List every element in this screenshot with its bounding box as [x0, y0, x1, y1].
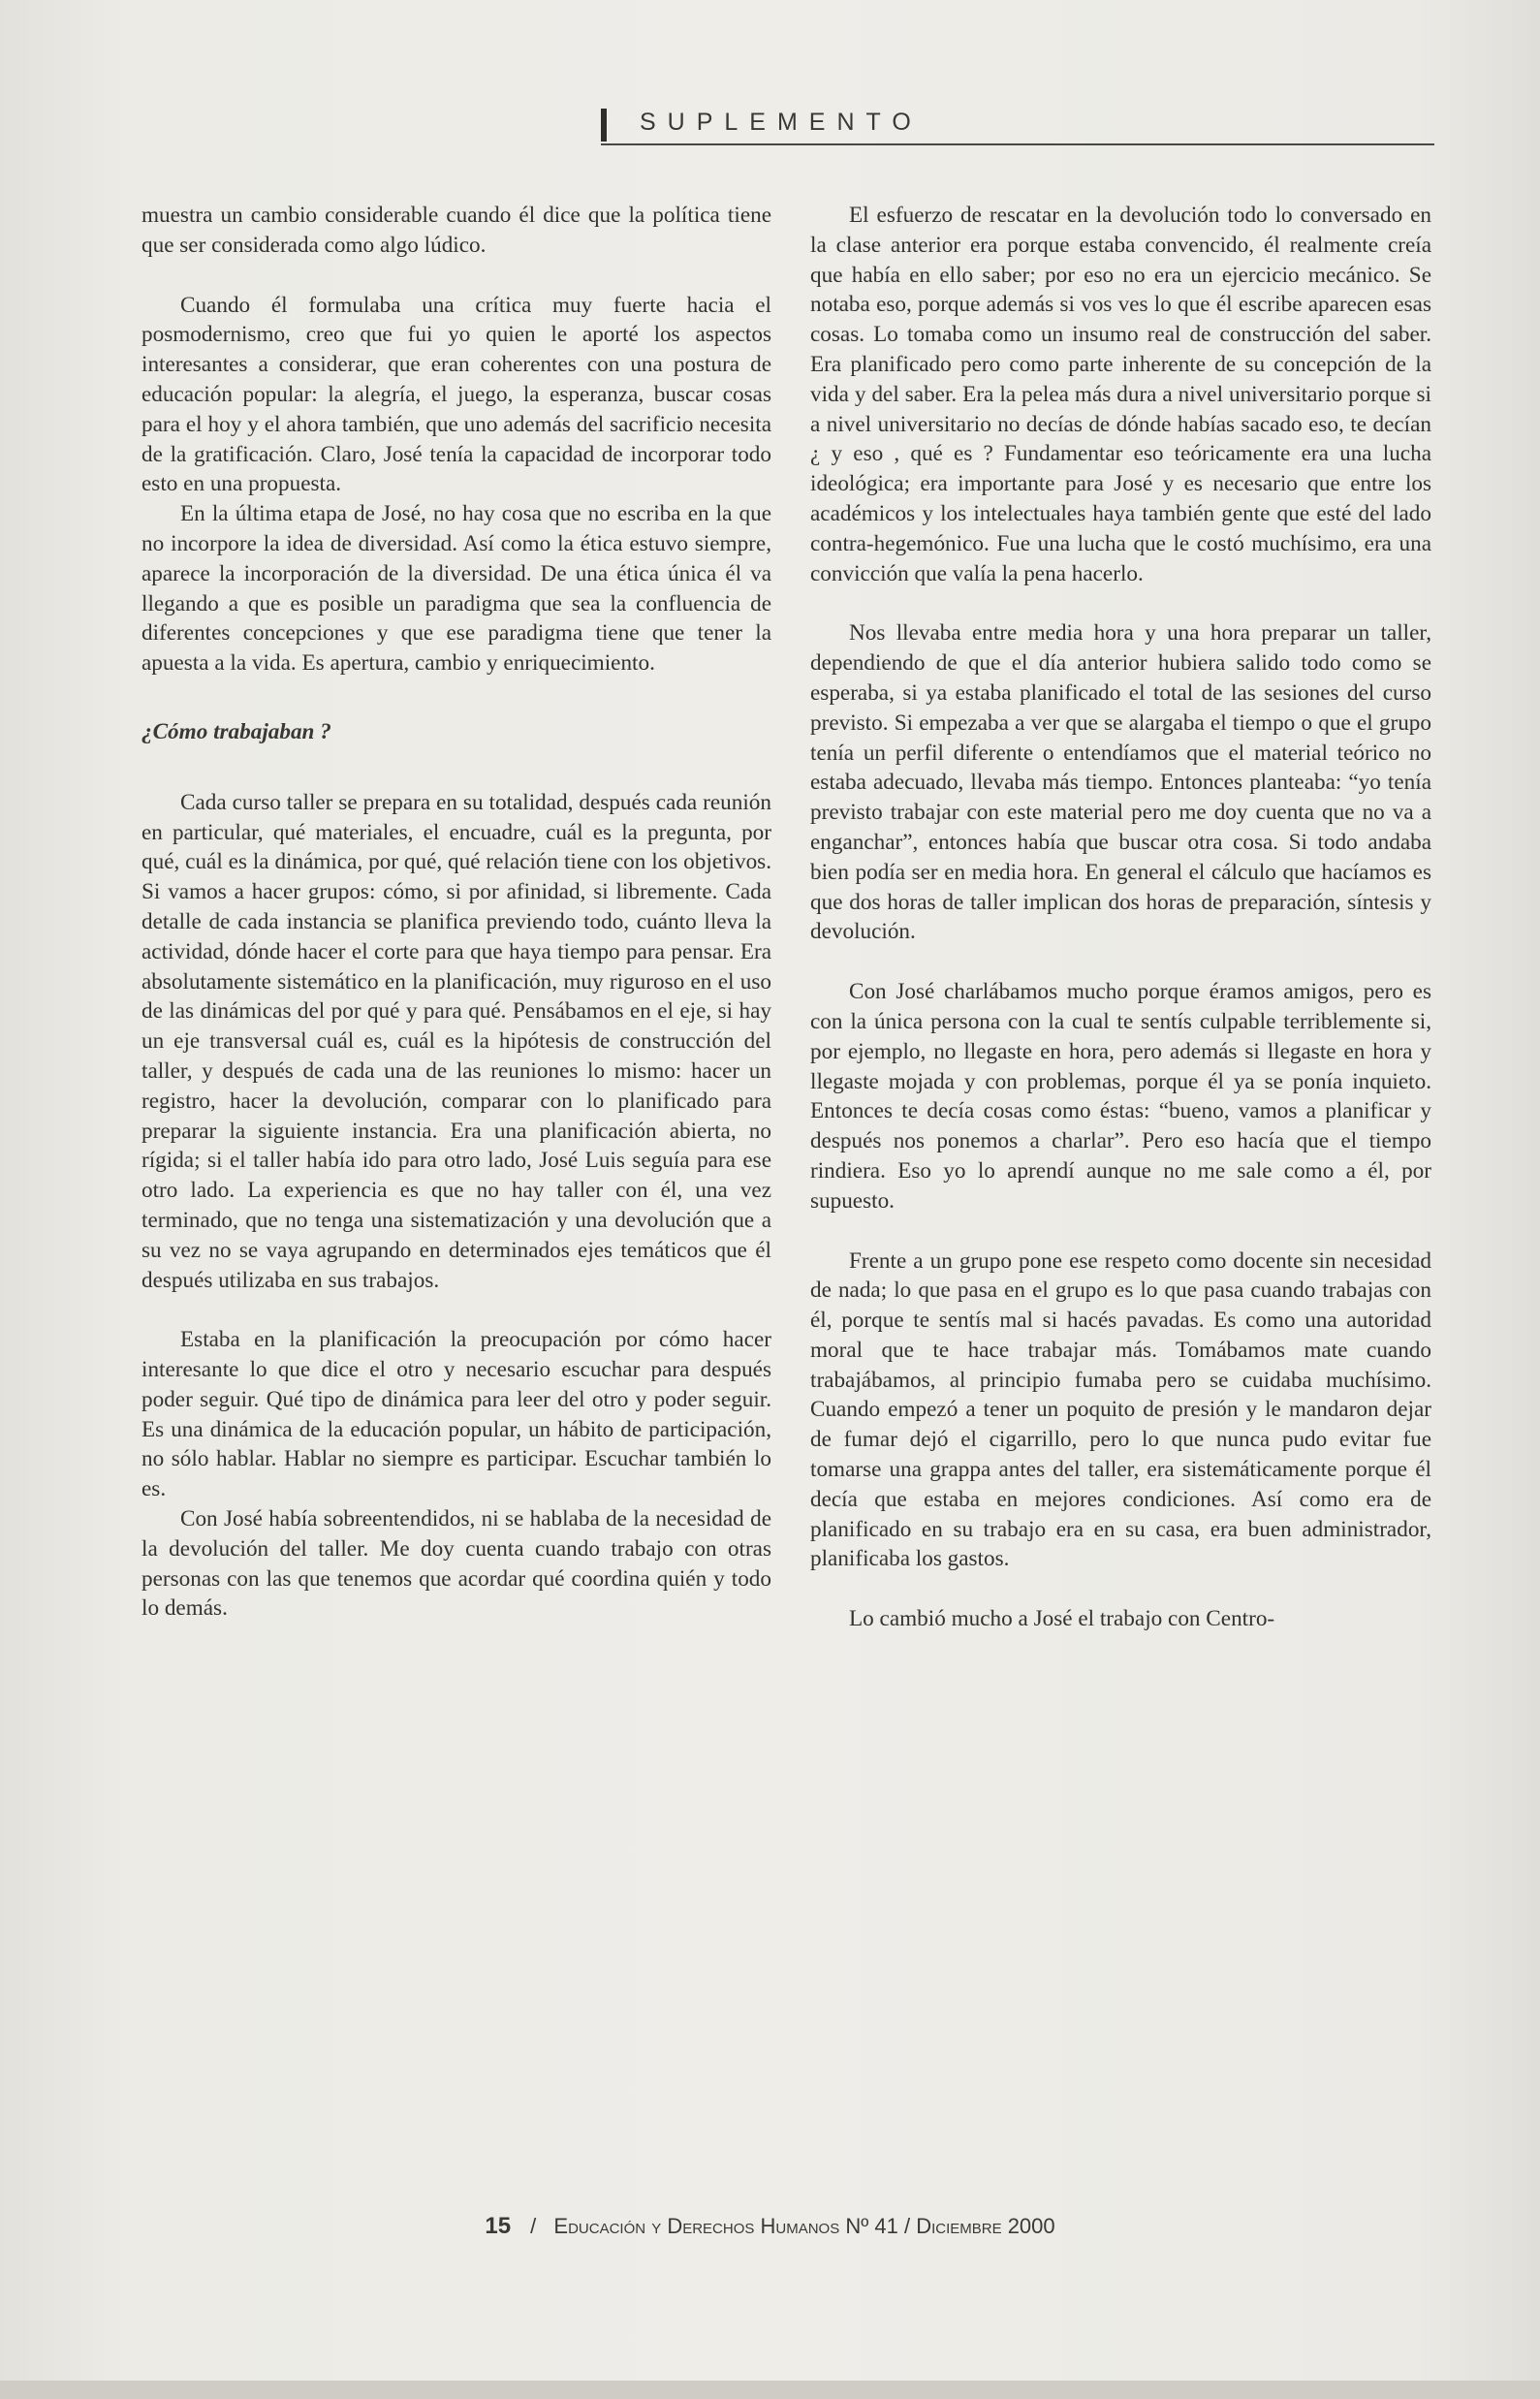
section-heading: ¿Cómo trabajaban ? — [141, 718, 331, 744]
running-header — [601, 105, 1434, 145]
paragraph: Cuando él formulaba una crítica muy fuerte hacia el posmodernismo, creo que fui yo quien le aporté los aspectos interesantes a considerar, que eran coherentes con una postura de educación popular: la alegría, el juego, la esperanza, buscar cosas para el hoy y el ahora también, que uno además del sacrificio necesita de la gratificación. Claro, José tenía la capacidad de incorporar todo esto en una propuesta. — [141, 292, 771, 497]
right-column — [810, 201, 1431, 1634]
left-column — [141, 201, 771, 1624]
page-number: 15 — [485, 2213, 512, 2239]
section-title: SUPLEMENTO — [640, 109, 923, 136]
paragraph: Lo cambió mucho a José el trabajo con Centro- — [849, 1606, 1275, 1632]
paragraph: En la última etapa de José, no hay cosa que no escriba en la que no incorpore la idea de diversidad. Así como la ética estuvo siempre, aparece la incorporación de la diversidad. De una ética única él va llegando a que es posible un paradigma que sea la confluencia de diferentes concepciones y que ese paradigma tiene que tener la apuesta a la vida. Es apertura, cambio y enriquecimiento. — [141, 501, 771, 677]
page-footer — [0, 2213, 1540, 2240]
paragraph: Nos llevaba entre media hora y una hora preparar un taller, dependiendo de que el día anterior hubiera salido todo como se esperaba, si ya estaba planificado el total de las sesiones del curso previsto. Si empezaba a ver que se alargaba el tiempo o que el grupo tenía un perfil diferente o entendíamos que el material teórico no estaba adecuado, llevaba más tiempo. Entonces planteaba: “yo tenía previsto trabajar con este material pero me doy cuenta que no va a enganchar”, entonces había que buscar otra cosa. Si todo andaba bien podía ser en media hora. En general el cálculo que hacíamos es que dos horas de taller implican dos horas de preparación, síntesis y devolución. — [810, 620, 1431, 945]
paragraph: El esfuerzo de rescatar en la devolución todo lo conversado en la clase anterior era porque estaba convencido, él realmente creía que había en ello saber; por eso no era un ejercicio mecánico. Se notaba eso, porque además si vos ves lo que él escribe aparecen esas cosas. Lo tomaba como un insumo real de construcción del saber. Era planificado pero como parte inherente de su concepción de la vida y del saber. Era la pelea más dura a nivel universitario porque si a nivel universitario no decías de dónde habías sacado eso, te decían ¿ y eso , qué es ? Fundamentar eso teóricamente era una lucha ideológica; era importante para José y es necesario que entre los académicos y los intelectuales haya también gente que esté del lado contra-hegemónico. Fue una lucha que le costó muchísimo, era una convicción que valía la pena hacerlo. — [810, 203, 1431, 586]
paragraph: Con José había sobreentendidos, ni se hablaba de la necesidad de la devolución del taller. Me doy cuenta cuando trabajo con otras personas con las que tenemos que acordar qué coordina quién y todo lo demás. — [141, 1506, 771, 1622]
header-rule-mark — [601, 109, 607, 142]
paragraph: Frente a un grupo pone ese respeto como docente sin necesidad de nada; lo que pasa en el grupo es lo que pasa cuando trabajas con él, porque te sentís mal si hacés pavadas. Es como una autoridad moral que te hace trabajar más. Tomábamos mate cuando trabajábamos, al principio fumaba pero se cuidaba muchísimo. Cuando empezó a tener un poquito de presión y le mandaron dejar de fumar dejó el cigarrillo, pero lo que nunca pudo evitar fue tomarse una grappa antes del taller, era sistemáticamente porque él decía que estaba en mejores condiciones. Así como era de planificado en su trabajo era en su casa, era buen administrador, planificaba los gastos. — [810, 1247, 1431, 1572]
footer-separator: / — [530, 2214, 537, 2238]
paragraph: muestra un cambio considerable cuando él dice que la política tiene que ser considerada como algo lúdico. — [141, 203, 771, 258]
paragraph: Estaba en la planificación la preocupación por cómo hacer interesante lo que dice el otro y necesario escuchar para después poder seguir. Qué tipo de dinámica para leer del otro y poder seguir. Es una dinámica de la educación popular, un hábito de participación, no sólo hablar. Hablar no siempre es participar. Escuchar también lo es. — [141, 1327, 771, 1502]
publication-info: Educación y Derechos Humanos Nº 41 / Diciembre 2000 — [553, 2214, 1055, 2238]
page-bottom-edge — [0, 2381, 1540, 2399]
paragraph: Cada curso taller se prepara en su totalidad, después cada reunión en particular, qué materiales, el encuadre, cuál es la pregunta, por qué, cuál es la dinámica, por qué, qué relación tiene con los objetivos. Si vamos a hacer grupos: cómo, si por afinidad, si libremente. Cada detalle de cada instancia se planifica previendo todo, cuánto lleva la actividad, dónde hacer el corte para que haya tiempo para pensar. Era absolutamente sistemático en la planificación, muy riguroso en el uso de las dinámicas del por qué y para qué. Pensábamos en el eje, si hay un eje transversal cuál es, cuál es la hipótesis de construcción del taller, y después de cada una de las reuniones lo mismo: hacer un registro, hacer la devolución, comparar con lo planificado para preparar la siguiente instancia. Era una planificación abierta, no rígida; si el taller había ido para otro lado, José Luis seguía para ese otro lado. La experiencia es que no hay taller con él, una vez terminado, que no tenga una sistematización y una devolución que a su vez no se vaya agrupando en determinados ejes temáticos que él después utilizaba en sus trabajos. — [141, 789, 771, 1293]
paragraph: Con José charlábamos mucho porque éramos amigos, pero es con la única persona con la cual te sentís culpable terriblemente si, por ejemplo, no llegaste en hora, pero además si llegaste en hora y llegaste mojada y con problemas, porque él ya se ponía inquieto. Entonces te decía cosas como éstas: “bueno, vamos a planificar y después nos ponemos a charlar”. Pero eso hacía que el tiempo rindiera. Eso yo lo aprendí aunque no me sale como a él, por supuesto. — [810, 979, 1431, 1214]
